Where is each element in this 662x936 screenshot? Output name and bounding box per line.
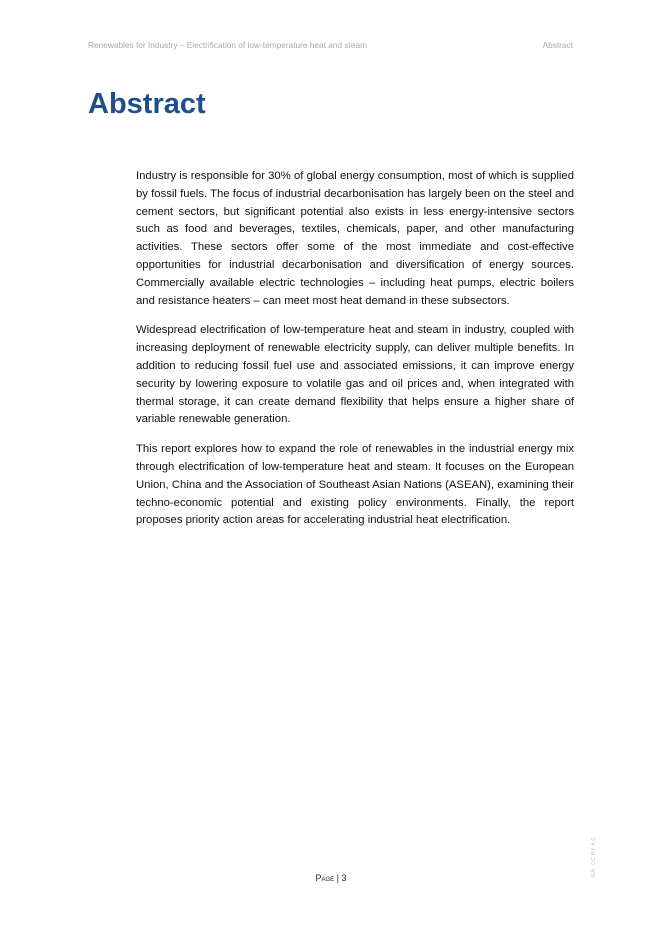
page-separator: |	[334, 873, 342, 883]
abstract-paragraph-3: This report explores how to expand the role of renewables in the industrial energy mix through electrification of low-temperature heat and steam. It focuses on the European Union, China and the Association of Southeast Asian Nations (ASEAN), examining their techno-economic potential and existing policy environments. Finally, the report proposes priority action areas for accelerating industrial heat electrification.	[136, 443, 574, 527]
running-header-title: Renewables for Industry – Electrification of low-temperature heat and steam	[88, 40, 368, 50]
abstract-body	[136, 168, 574, 542]
abstract-paragraph-2: Widespread electrification of low-temperature heat and steam in industry, coupled with increasing deployment of renewable electricity supply, can deliver multiple benefits. In addition to reducing fossil fuel use and associated emissions, it can improve energy security by lowering exposure to volatile gas and oil prices and, when integrated with thermal storage, it can create demand flexibility that helps ensure a higher share of variable renewable generation.	[136, 324, 574, 426]
license-tag: IEA. CC BY 4.0.	[591, 835, 597, 878]
page-number: 3	[341, 873, 347, 883]
abstract-paragraph-1: Industry is responsible for 30% of global energy consumption, most of which is supplied by fossil fuels. The focus of industrial decarbonisation has largely been on the steel and cement sectors, but significant potential also exists in less energy-intensive sectors such as food and beverages, textiles, chemicals, paper, and other manufacturing activities. These sectors offer some of the most immediate and cost-effective opportunities for industrial decarbonisation and diversification of energy sources. Commercially available electric technologies – including heat pumps, electric boilers and resistance heaters – can meet most heat demand in these subsectors.	[136, 170, 574, 307]
running-header-section: Abstract	[542, 40, 573, 50]
page-footer	[0, 873, 662, 883]
page-title: Abstract	[88, 88, 206, 120]
page-label: Page	[315, 873, 335, 883]
